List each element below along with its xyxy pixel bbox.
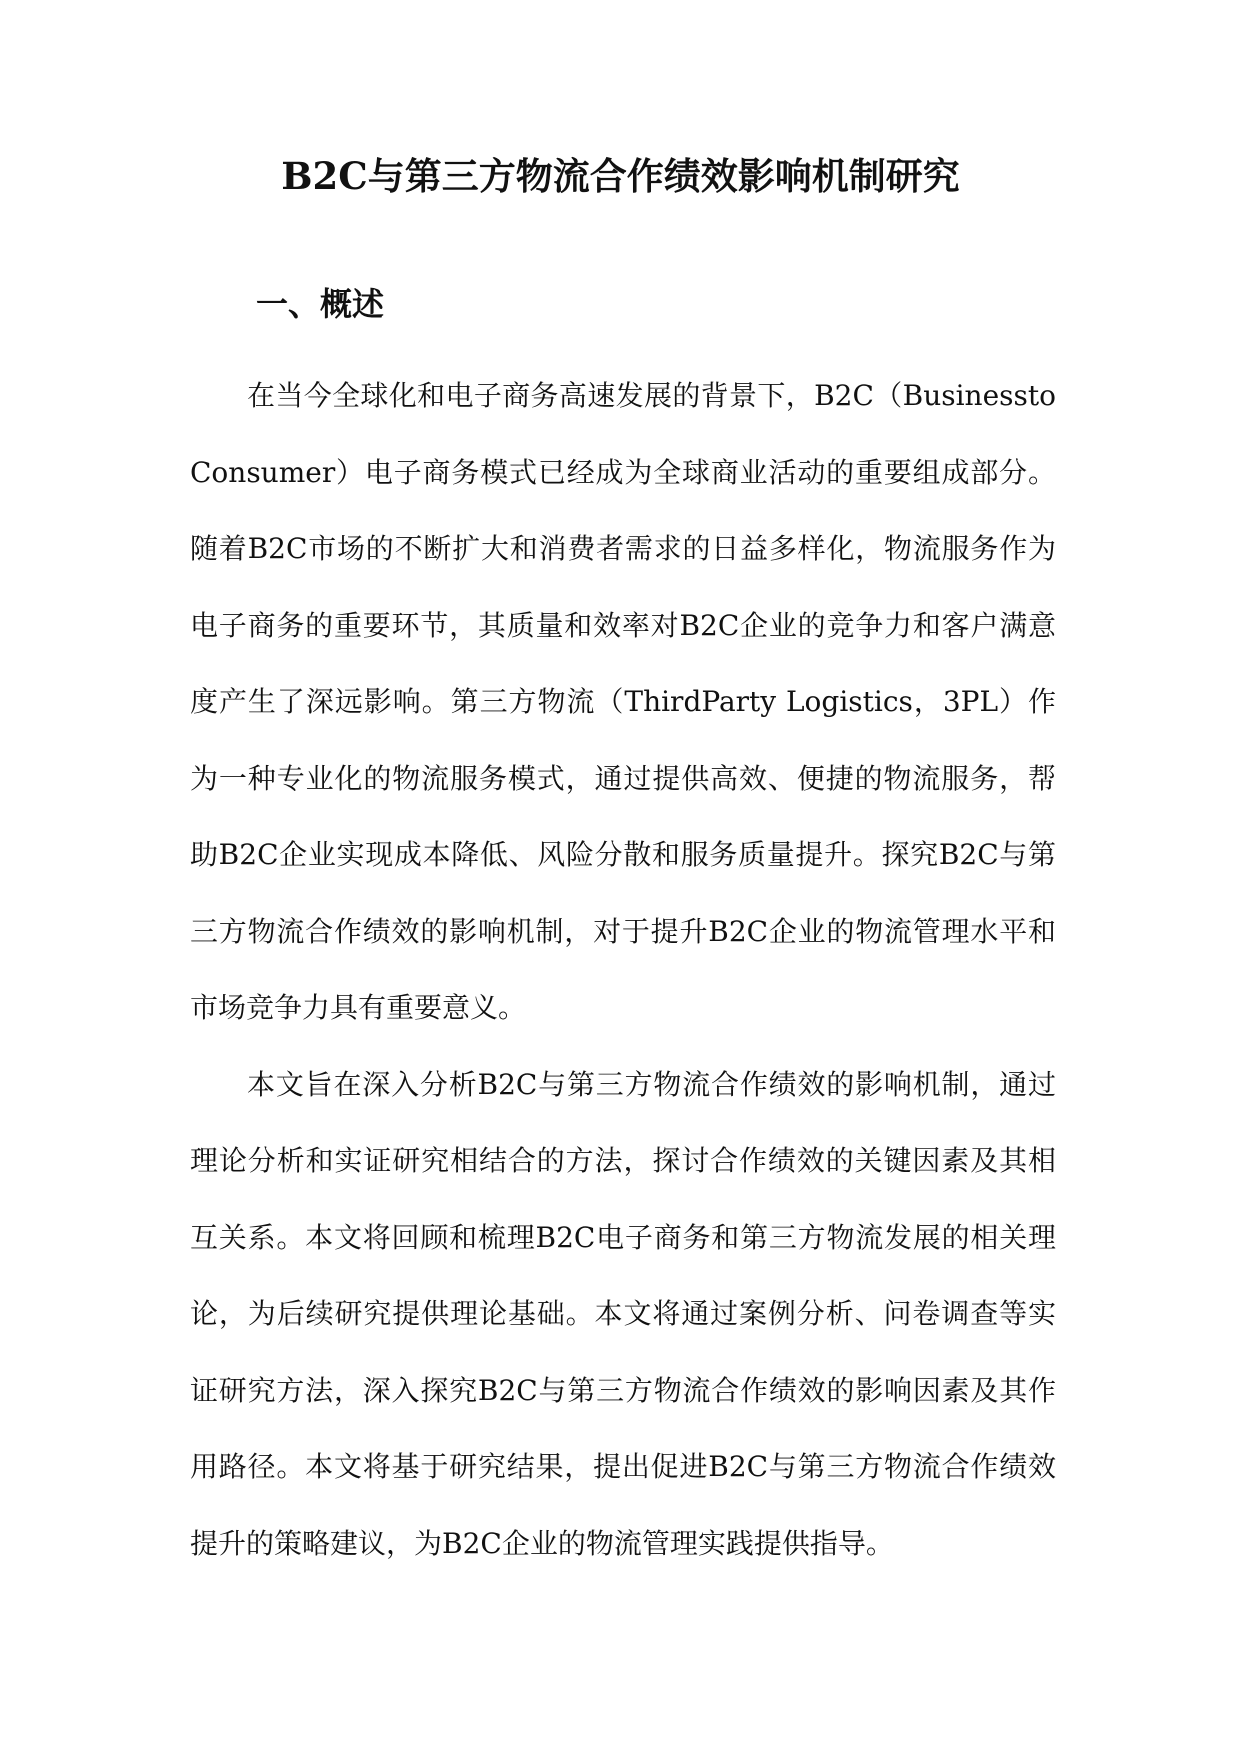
paragraph-1: 在当今全球化和电子商务高速发展的背景下，B2C（BusinesstoConsumer）电子商务模式已经成为全球商业活动的重要组成部分。随着B2C市场的不断扩大和消费者需求的日益多样化，物流服务作为电子商务的重要环节，其质量和效率对B2C企业的竞争力和客户满意度产生了深远影响。第三方物流（ThirdParty Logistics，3PL）作为一种专业化的物流服务模式，通过提供高效、便捷的物流服务，帮助B2C企业实现成本降低、风险分散和服务质量提升。探究B2C与第三方物流合作绩效的影响机制，对于提升B2C企业的物流管理水平和市场竞争力具有重要意义。: [190, 379, 1056, 1024]
document-body: [190, 358, 1056, 1582]
paragraph-2: 本文旨在深入分析B2C与第三方物流合作绩效的影响机制，通过理论分析和实证研究相结合的方法，探讨合作绩效的关键因素及其相互关系。本文将回顾和梳理B2C电子商务和第三方物流发展的相关理论，为后续研究提供理论基础。本文将通过案例分析、问卷调查等实证研究方法，深入探究B2C与第三方物流合作绩效的影响因素及其作用路径。本文将基于研究结果，提出促进B2C与第三方物流合作绩效提升的策略建议，为B2C企业的物流管理实践提供指导。: [190, 1067, 1056, 1560]
document-title: B2C与第三方物流合作绩效影响机制研究: [281, 154, 960, 198]
section-heading: 一、概述: [256, 285, 385, 323]
